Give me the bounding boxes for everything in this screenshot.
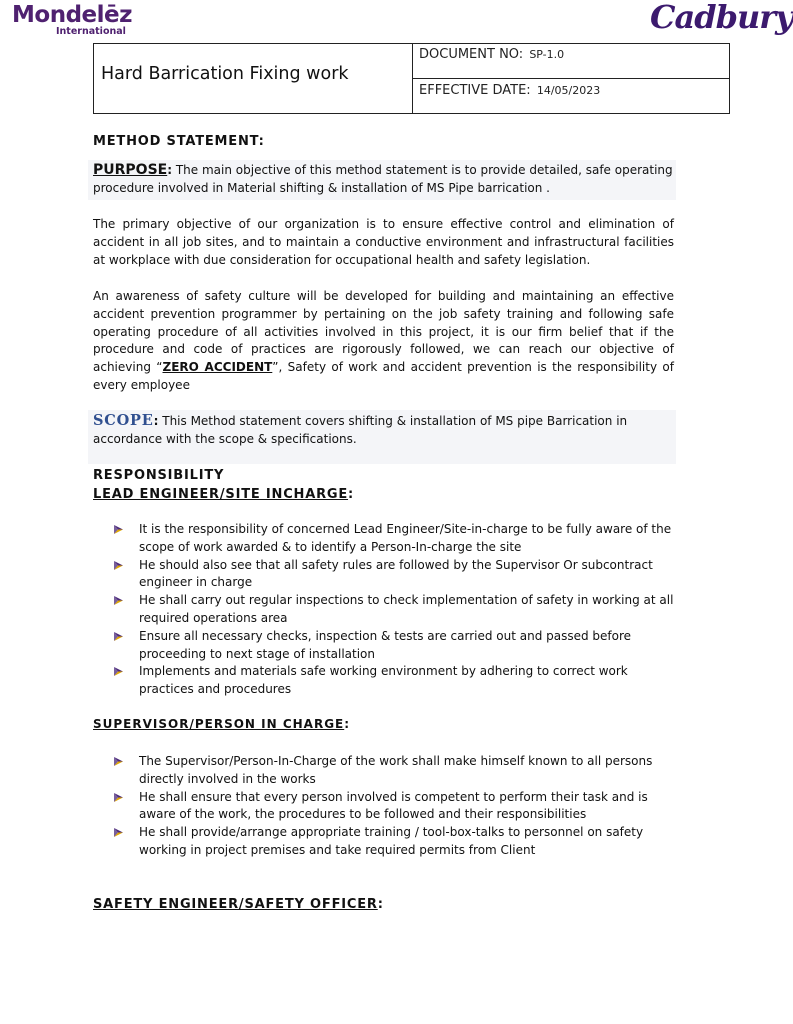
effective-date-label: EFFECTIVE DATE: <box>419 83 531 98</box>
arrow-bullet-icon <box>113 595 124 606</box>
list-item <box>113 753 683 789</box>
document-number-label: DOCUMENT NO: <box>419 47 524 62</box>
arrow-bullet-icon <box>113 666 124 677</box>
arrow-bullet-icon <box>113 792 124 803</box>
document-header-table <box>93 43 730 114</box>
title-cell <box>94 44 413 113</box>
list-item-text: He shall ensure that every person involved is competent to perform their task and is aware of the work, the procedures to be followed and their responsibilities <box>139 789 648 822</box>
list-item <box>113 592 683 628</box>
purpose-label: PURPOSE <box>93 162 168 178</box>
arrow-bullet-icon <box>113 827 124 838</box>
arrow-bullet-icon <box>113 524 124 535</box>
arrow-bullet-icon <box>113 756 124 767</box>
purpose-text: The main objective of this method statement is to provide detailed, safe operating procedure involved in Material shifting & installation of MS Pipe barrication . <box>93 163 673 195</box>
effective-date-cell <box>413 79 729 113</box>
list-item <box>113 824 683 860</box>
list-item-text: He shall carry out regular inspections to check implementation of safety in working at all required operations area <box>139 593 674 625</box>
safety-culture-text-end: ”, Safety of work and accident prevention is the responsibility of every employee <box>93 360 674 392</box>
responsibility-heading: RESPONSIBILITY <box>93 468 225 483</box>
list-item-text: Ensure all necessary checks, inspection & tests are carried out and passed before proceeding to next stage of installation <box>139 628 632 661</box>
arrow-bullet-icon <box>113 631 124 642</box>
mondelez-logo-wordmark: Mondelēz <box>12 2 132 28</box>
list-item-text: He should also see that all safety rules are followed by the Supervisor Or subcontract engineer in charge <box>139 557 653 590</box>
scope-colon: : <box>153 414 159 428</box>
list-item-text: Implements and materials safe working environment by adhering to correct work practices and procedures <box>139 664 628 697</box>
mondelez-logo <box>12 4 142 38</box>
zero-accident-emphasis: ZERO ACCIDENT <box>162 360 273 375</box>
list-item <box>113 521 683 557</box>
lead-engineer-duties-list <box>113 521 683 699</box>
purpose-colon: : <box>167 163 173 177</box>
list-item-text: It is the responsibility of concerned Lead Engineer/Site-in-charge to be fully aware of the scope of work awarded & to identify a Person-In-charge the site <box>139 522 672 554</box>
arrow-bullet-icon <box>113 560 124 571</box>
list-item-text: The Supervisor/Person-In-Charge of the work shall make himself known to all persons directly involved in the works <box>139 754 653 786</box>
document-number-value: SP-1.0 <box>529 48 565 61</box>
objective-paragraph: The primary objective of our organization is to ensure effective control and elimination of accident in all job sites, and to maintain a conductive environment and infrastructural facilities at workplace with due consideration for occupational health and safety legislation. <box>93 217 674 267</box>
safety-officer-heading: SAFETY ENGINEER/SAFETY OFFICER: <box>93 897 384 912</box>
document-title: Hard Barrication Fixing work <box>101 64 349 84</box>
safety-culture-paragraph <box>93 288 674 395</box>
list-item <box>113 557 683 593</box>
scope-paragraph <box>93 412 674 449</box>
mondelez-logo-subtitle: International <box>56 26 126 37</box>
effective-date-value: 14/05/2023 <box>536 84 601 97</box>
list-item <box>113 789 683 825</box>
method-statement-heading: METHOD STATEMENT: <box>93 134 265 149</box>
list-item-text: He shall provide/arrange appropriate training / tool-box-talks to personnel on safety working in project premises and take required permits from Client <box>139 825 644 857</box>
list-item <box>113 628 683 664</box>
scope-text: This Method statement covers shifting & installation of MS pipe Barrication in accordance with the scope & specifications. <box>93 414 628 446</box>
scope-label: SCOPE <box>93 412 154 429</box>
safety-culture-text: An awareness of safety culture will be developed for building and maintaining an effective accident prevention programmer by pertaining on the job safety training and following safe operating procedure of all activities involved in this project, it is our firm belief that if the procedure and code of practices are rigorously followed, we can reach our objective of achieving “ <box>93 289 674 375</box>
lead-engineer-heading: LEAD ENGINEER/SITE INCHARGE: <box>93 487 355 502</box>
list-item <box>113 663 683 699</box>
supervisor-heading: SUPERVISOR/PERSON IN CHARGE: <box>93 717 351 731</box>
purpose-paragraph <box>93 162 674 198</box>
document-number-cell <box>413 44 729 79</box>
supervisor-duties-list <box>113 753 683 860</box>
cadbury-logo: Cadbury <box>650 0 793 36</box>
